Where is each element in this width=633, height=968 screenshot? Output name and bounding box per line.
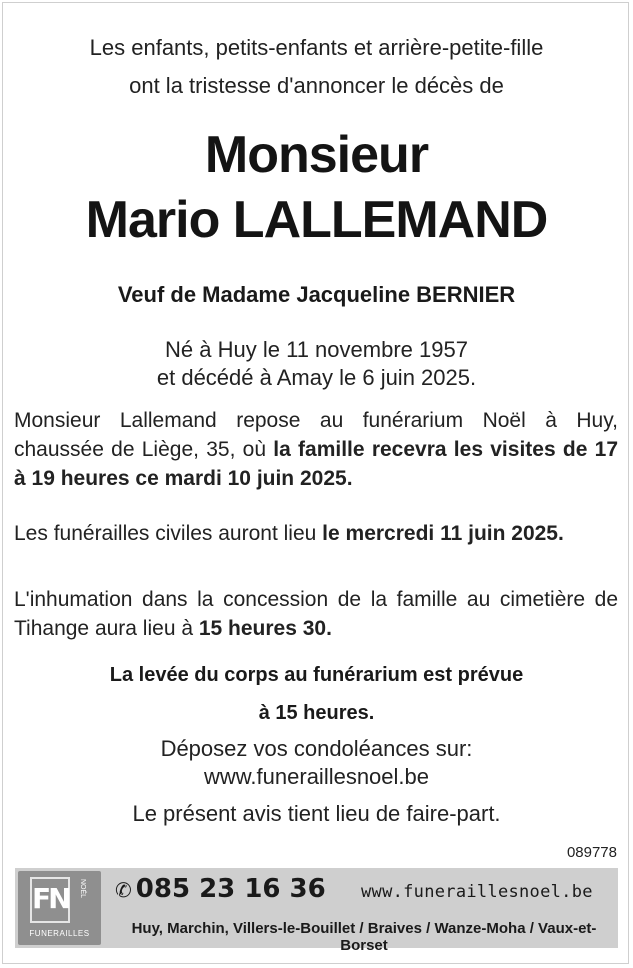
widow-line: Veuf de Madame Jacqueline BERNIER <box>117 282 516 307</box>
funeral-bold: le mercredi 11 juin 2025. <box>322 522 564 545</box>
birth-line: Né à Huy le 11 novembre 1957 <box>165 337 468 362</box>
notice-line: Le présent avis tient lieu de faire-part. <box>132 801 501 826</box>
rest-text: Monsieur Lallemand repose au funérarium Noël à Huy, chaussée de Liège, 35, où <box>14 409 618 461</box>
phone-number[interactable] <box>115 874 326 904</box>
logo-monogram: FN <box>30 877 70 923</box>
death-line: et décédé à Amay le 6 juin 2025. <box>156 365 477 390</box>
footer-banner <box>15 868 618 954</box>
burial-bold: 15 heures 30. <box>198 617 332 640</box>
condolences-website-link[interactable]: www.funeraillesnoel.be <box>203 764 430 789</box>
rest-paragraph <box>14 406 618 493</box>
intro-line-2: ont la tristesse d'annoncer le décès de <box>129 73 504 98</box>
levee-line-2: à 15 heures. <box>258 702 375 724</box>
funeral-home-logo <box>18 871 101 945</box>
phone-icon: ✆ <box>115 878 132 902</box>
burial-text: L'inhumation dans la concession de la famille au cimetière de Tihange aura lieu à <box>14 588 618 640</box>
reference-number: 089778 <box>566 844 617 861</box>
logo-bottom-text: FUNERAILLES <box>29 929 90 938</box>
levee-line-1: La levée du corps au funérarium est prévue <box>109 664 524 686</box>
condolences-line-1: Déposez vos condoléances sur: <box>160 736 473 761</box>
rest-bold: la famille recevra les visites de 17 à 19 heures ce mardi 10 juin 2025. <box>14 438 618 490</box>
locations-list: Huy, Marchin, Villers-le-Bouillet / Braives / Wanze-Moha / Vaux-et-Borset <box>131 920 597 954</box>
burial-paragraph <box>14 585 618 643</box>
deceased-name: Mario LALLEMAND <box>85 191 548 249</box>
funeral-paragraph <box>14 519 618 548</box>
intro-line-1: Les enfants, petits-enfants et arrière-petite-fille <box>89 35 544 60</box>
logo-side-text: NOËL <box>79 879 86 899</box>
deceased-title: Monsieur <box>204 126 429 184</box>
footer-website-link[interactable]: www.funeraillesnoel.be <box>361 882 593 902</box>
funeral-text: Les funérailles civiles auront lieu <box>14 522 323 545</box>
phone-number-text: 085 23 16 36 <box>135 874 326 904</box>
